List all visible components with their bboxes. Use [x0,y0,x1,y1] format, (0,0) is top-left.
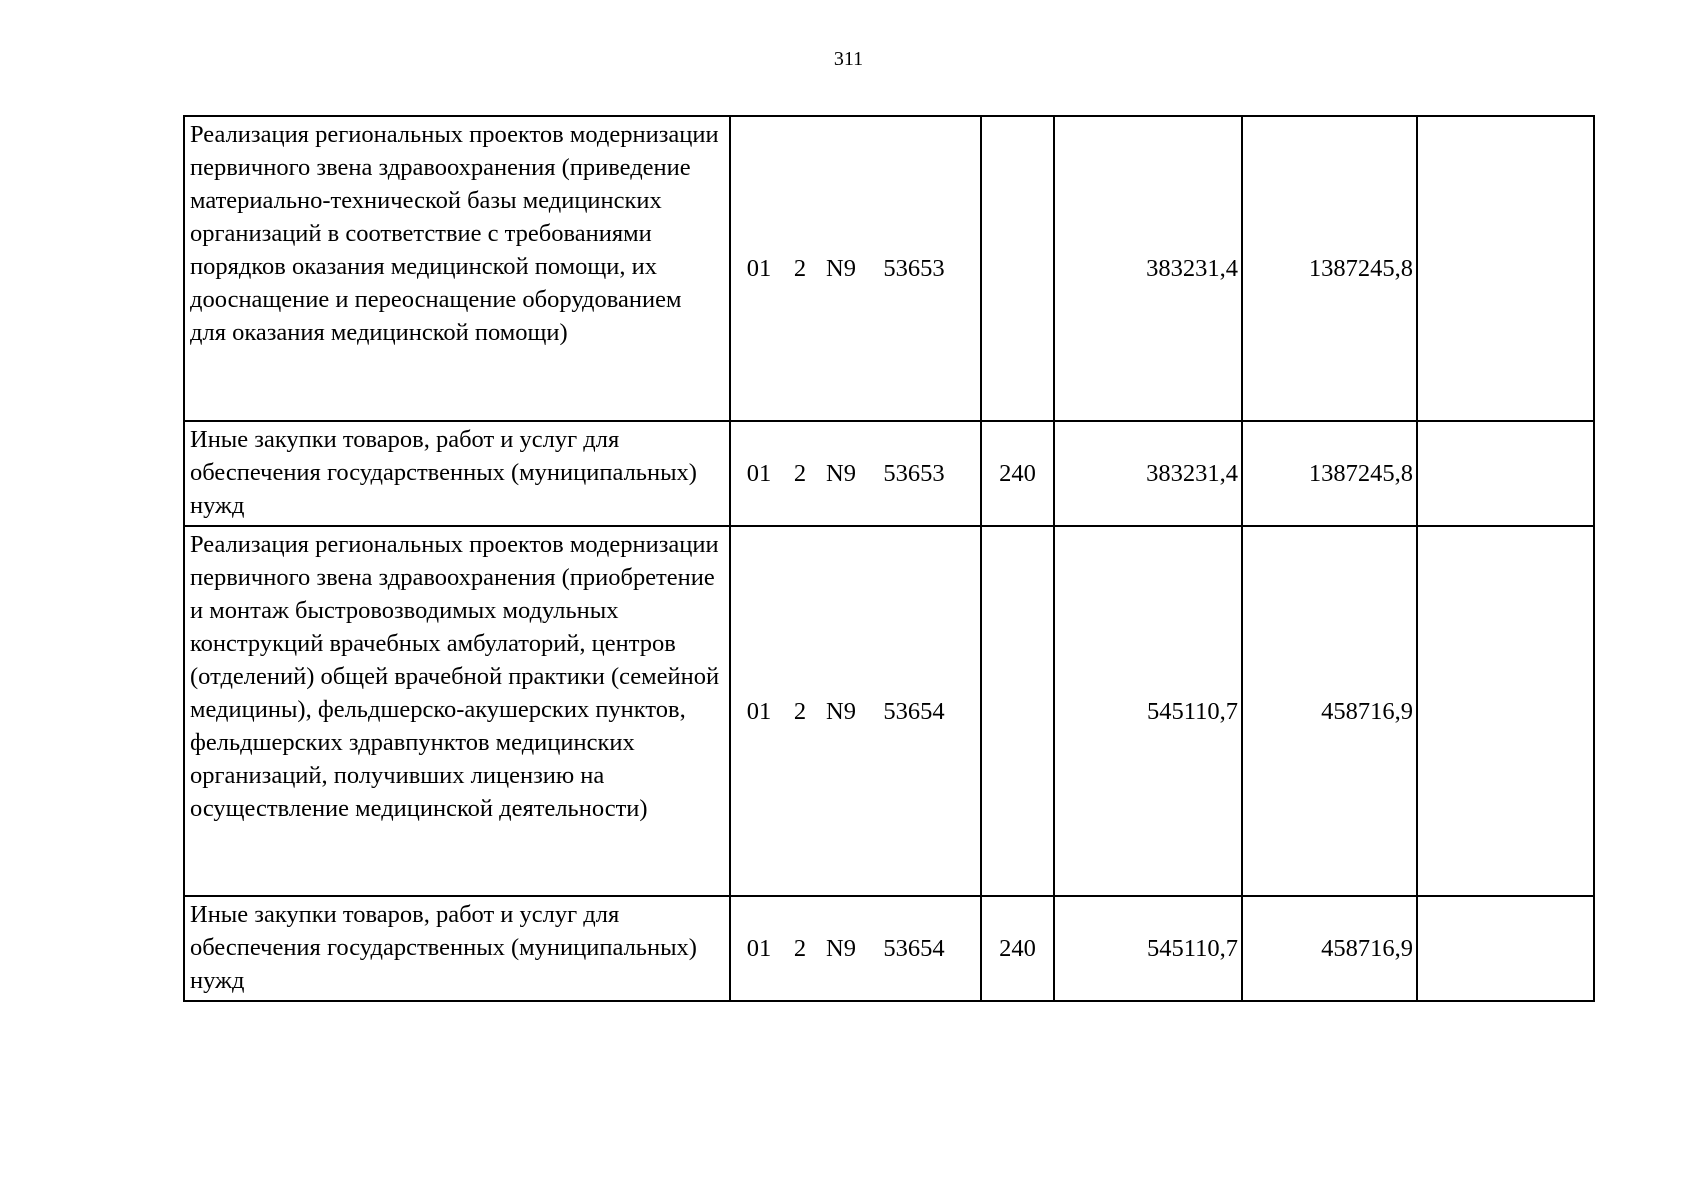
code-program: 01 [746,460,772,487]
expense-type [981,116,1054,421]
expense-type: 240 [981,421,1054,526]
code-direction: 53653 [883,255,945,282]
expense-type: 240 [981,896,1054,1001]
target-code [730,896,981,1001]
code-program: 01 [746,935,772,962]
amount-3 [1417,526,1594,896]
amount-2: 1387245,8 [1242,116,1417,421]
code-project: N9 [826,460,856,487]
amount-3 [1417,116,1594,421]
target-code [730,526,981,896]
code-project: N9 [826,697,856,725]
code-subprogram: 2 [793,460,807,487]
row-description: Реализация региональных проектов модернизации первичного звена здравоохранения (приведение материально-технической базы медицинских организаций в соответствие с требованиями порядков оказания медицинской помощи, их дооснащение и переоснащение оборудованием для оказания медицинской помощи) [184,116,730,421]
amount-1: 545110,7 [1054,896,1242,1001]
row-description: Иные закупки товаров, работ и услуг для обеспечения государственных (муниципальных) нужд [184,421,730,526]
table-row [184,116,1594,421]
amount-3 [1417,896,1594,1001]
row-description: Реализация региональных проектов модернизации первичного звена здравоохранения (приобретение и монтаж быстровозводимых модульных конструкций врачебных амбулаторий, центров (отделений) общей врачебной практики (семейной медицины), фельдшерско-акушерских пунктов, фельдшерских здравпунктов медицинских организаций, получивших лицензию на осуществление медицинской деятельности) [184,526,730,896]
amount-3 [1417,421,1594,526]
code-program: 01 [746,697,772,725]
code-program: 01 [746,255,772,282]
target-code [730,116,981,421]
amount-1: 383231,4 [1054,116,1242,421]
amount-1: 383231,4 [1054,421,1242,526]
code-project: N9 [826,255,856,282]
page-number: 311 [833,48,864,70]
row-description: Иные закупки товаров, работ и услуг для обеспечения государственных (муниципальных) нужд [184,896,730,1001]
code-direction: 53654 [883,697,945,725]
table-row [184,526,1594,896]
table-row [184,421,1594,526]
amount-2: 1387245,8 [1242,421,1417,526]
expense-type [981,526,1054,896]
code-subprogram: 2 [793,935,807,962]
code-direction: 53654 [883,935,945,962]
code-subprogram: 2 [793,255,807,282]
amount-2: 458716,9 [1242,896,1417,1001]
code-subprogram: 2 [793,697,807,725]
amount-1: 545110,7 [1054,526,1242,896]
code-project: N9 [826,935,856,962]
budget-table [183,115,1595,1002]
table-row [184,896,1594,1001]
amount-2: 458716,9 [1242,526,1417,896]
code-direction: 53653 [883,460,945,487]
target-code [730,421,981,526]
